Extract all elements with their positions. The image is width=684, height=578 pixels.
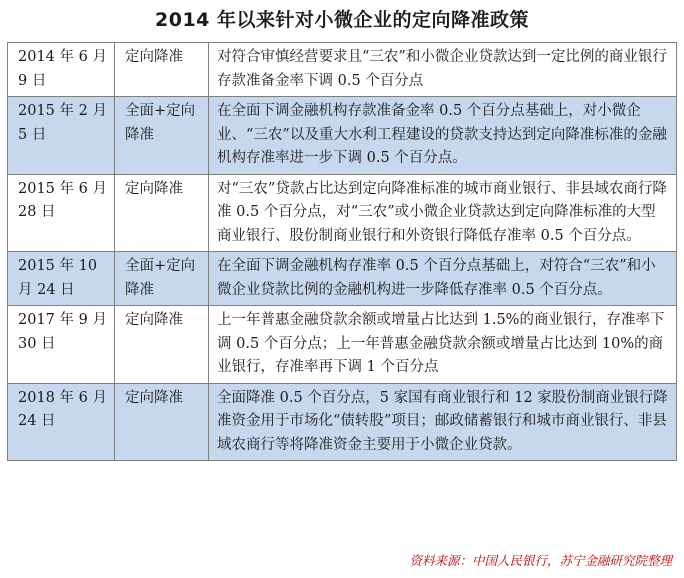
description-cell: 全面降准 0.5 个百分点，5 家国有商业银行和 12 家股份制商业银行降准资金用于市场化“债转股”项目；邮政储蓄银行和城市商业银行、非县域农商行等将降准资金主要用于小微企业贷款。 bbox=[209, 383, 677, 461]
description-cell: 在全面下调金融机构存款准备金率 0.5 个百分点基础上，对小微企业、“三农”以及重大水利工程建设的贷款支持达到定向降准标准的金融机构存准率进一步下调 0.5 个百分点。 bbox=[209, 97, 677, 175]
description-cell: 对“三农”贷款占比达到定向降准标准的城市商业银行、非县域农商行降准 0.5 个百分点，对“三农”或小微企业贷款达到定向降准标准的大型商业银行、股份制商业银行和外资银行降低存准率 0.5 个百分点。 bbox=[209, 174, 677, 252]
type-cell: 定向降准 bbox=[115, 43, 209, 97]
date-cell: 2015 年 10 月 24 日 bbox=[8, 252, 115, 306]
date-cell: 2015 年 6 月 28 日 bbox=[8, 174, 115, 252]
type-cell: 全面+定向降准 bbox=[115, 252, 209, 306]
source-note: 资料来源：中国人民银行，苏宁金融研究院整理 bbox=[409, 553, 672, 568]
table-row bbox=[8, 252, 677, 306]
date-cell: 2017 年 9 月 30 日 bbox=[8, 306, 115, 384]
table-row bbox=[8, 174, 677, 252]
policy-table-body bbox=[8, 43, 677, 461]
type-cell: 全面+定向降准 bbox=[115, 97, 209, 175]
table-row bbox=[8, 97, 677, 175]
table-row bbox=[8, 306, 677, 384]
policy-table bbox=[7, 42, 677, 461]
description-cell: 对符合审慎经营要求且“三农”和小微企业贷款达到一定比例的商业银行存款准备金率下调 0.5 个百分点 bbox=[209, 43, 677, 97]
description-cell: 上一年普惠金融贷款余额或增量占比达到 1.5%的商业银行，存准率下调 0.5 个百分点；上一年普惠金融贷款余额或增量占比达到 10%的商业银行，存准率再下调 1 个百分点 bbox=[209, 306, 677, 384]
table-row bbox=[8, 43, 677, 97]
type-cell: 定向降准 bbox=[115, 174, 209, 252]
type-cell: 定向降准 bbox=[115, 383, 209, 461]
date-cell: 2015 年 2 月 5 日 bbox=[8, 97, 115, 175]
date-cell: 2018 年 6 月 24 日 bbox=[8, 383, 115, 461]
table-row bbox=[8, 383, 677, 461]
page-title: 2014 年以来针对小微企业的定向降准政策 bbox=[155, 9, 529, 31]
type-cell: 定向降准 bbox=[115, 306, 209, 384]
description-cell: 在全面下调金融机构存准率 0.5 个百分点基础上，对符合“三农”和小微企业贷款比例的金融机构进一步降低存准率 0.5 个百分点。 bbox=[209, 252, 677, 306]
date-cell: 2014 年 6 月 9 日 bbox=[8, 43, 115, 97]
